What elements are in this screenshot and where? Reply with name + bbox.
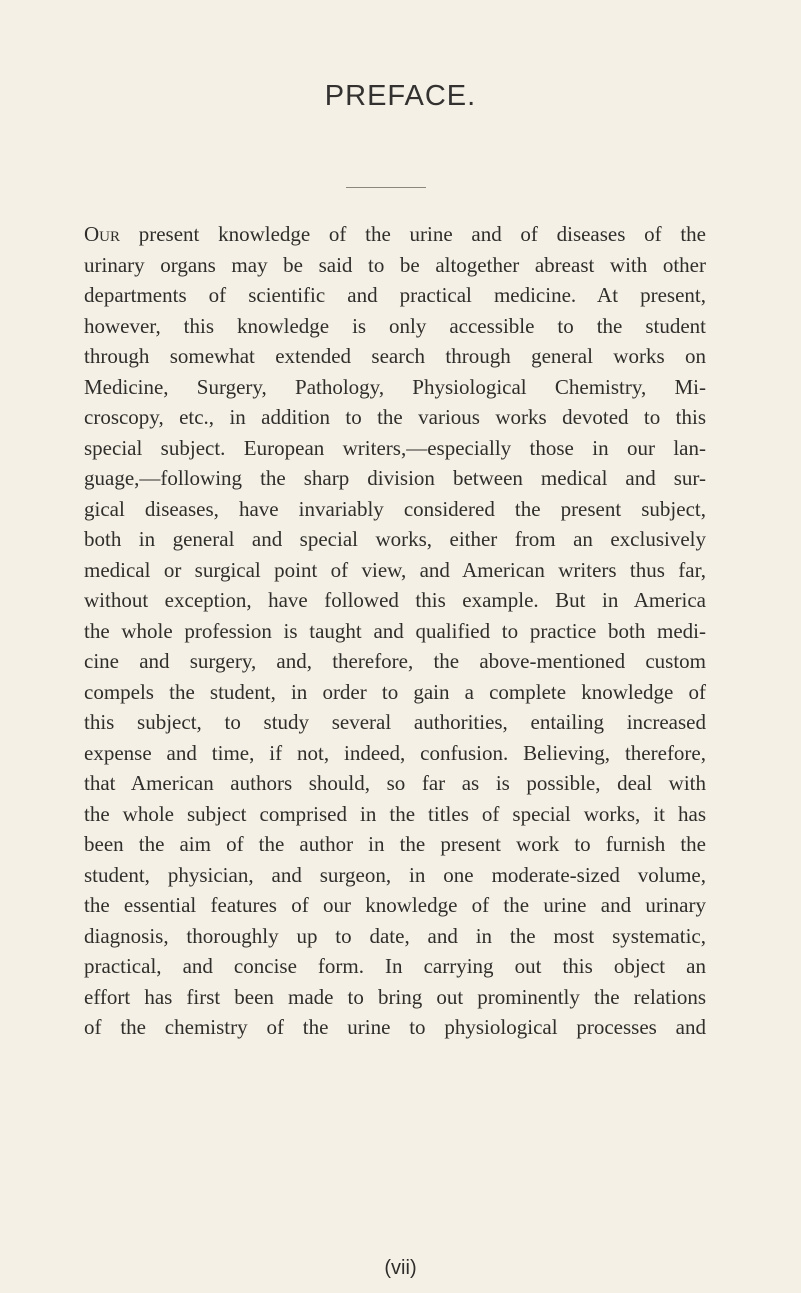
title-divider-rule xyxy=(346,187,426,188)
text-line: expense and time, if not, indeed, confusion. Believing, therefore, xyxy=(84,740,706,765)
text-line: of the chemistry of the urine to physiological processes and xyxy=(84,1015,706,1039)
text-line: the whole subject comprised in the titles of special works, it has xyxy=(84,801,706,826)
text-line: diagnosis, thoroughly up to date, and in the most systematic, xyxy=(84,923,706,948)
text-line: through somewhat extended search through general works on xyxy=(84,344,706,368)
text-line: guage,—following the sharp division between medical and sur- xyxy=(84,466,706,490)
text-line: however, this knowledge is only accessible to the student xyxy=(84,313,706,338)
text-line: been the aim of the author in the present work to furnish the xyxy=(84,832,706,856)
text-line: both in general and special works, either from an exclusively xyxy=(84,527,706,551)
text-line: student, physician, and surgeon, in one moderate-sized volume, xyxy=(84,862,706,887)
text-line: croscopy, etc., in addition to the various works devoted to this xyxy=(84,405,706,429)
page-number: (vii) xyxy=(384,1257,417,1279)
text-line: this subject, to study several authorities, entailing increased xyxy=(84,710,706,734)
page-title: PREFACE. xyxy=(324,80,477,112)
text-line: practical, and concise form. In carrying out this object an xyxy=(84,954,706,978)
text-line: the essential features of our knowledge of the urine and urinary xyxy=(84,893,706,917)
text-line: Medicine, Surgery, Pathology, Physiological Chemistry, Mi- xyxy=(84,374,706,399)
text-line: medical or surgical point of view, and American writers thus far, xyxy=(84,557,706,582)
text-line: without exception, have followed this example. But in America xyxy=(84,588,706,612)
text-line: the whole profession is taught and qualified to practice both medi- xyxy=(84,618,706,643)
text-line: special subject. European writers,—especially those in our lan- xyxy=(84,435,706,460)
text-line: Our present knowledge of the urine and of diseases of the xyxy=(84,222,706,246)
text-line: cine and surgery, and, therefore, the above-mentioned custom xyxy=(84,649,706,673)
text-line: gical diseases, have invariably considered the present subject, xyxy=(84,496,706,521)
text-line: that American authors should, so far as is possible, deal with xyxy=(84,771,706,795)
text-line: urinary organs may be said to be altogether abreast with other xyxy=(84,252,706,277)
lead-word: Our xyxy=(84,222,121,246)
text-line: departments of scientific and practical medicine. At present, xyxy=(84,283,706,307)
text-line: effort has first been made to bring out prominently the relations xyxy=(84,984,706,1009)
text-line: compels the student, in order to gain a complete knowledge of xyxy=(84,679,706,704)
preface-body-text xyxy=(84,219,706,1043)
